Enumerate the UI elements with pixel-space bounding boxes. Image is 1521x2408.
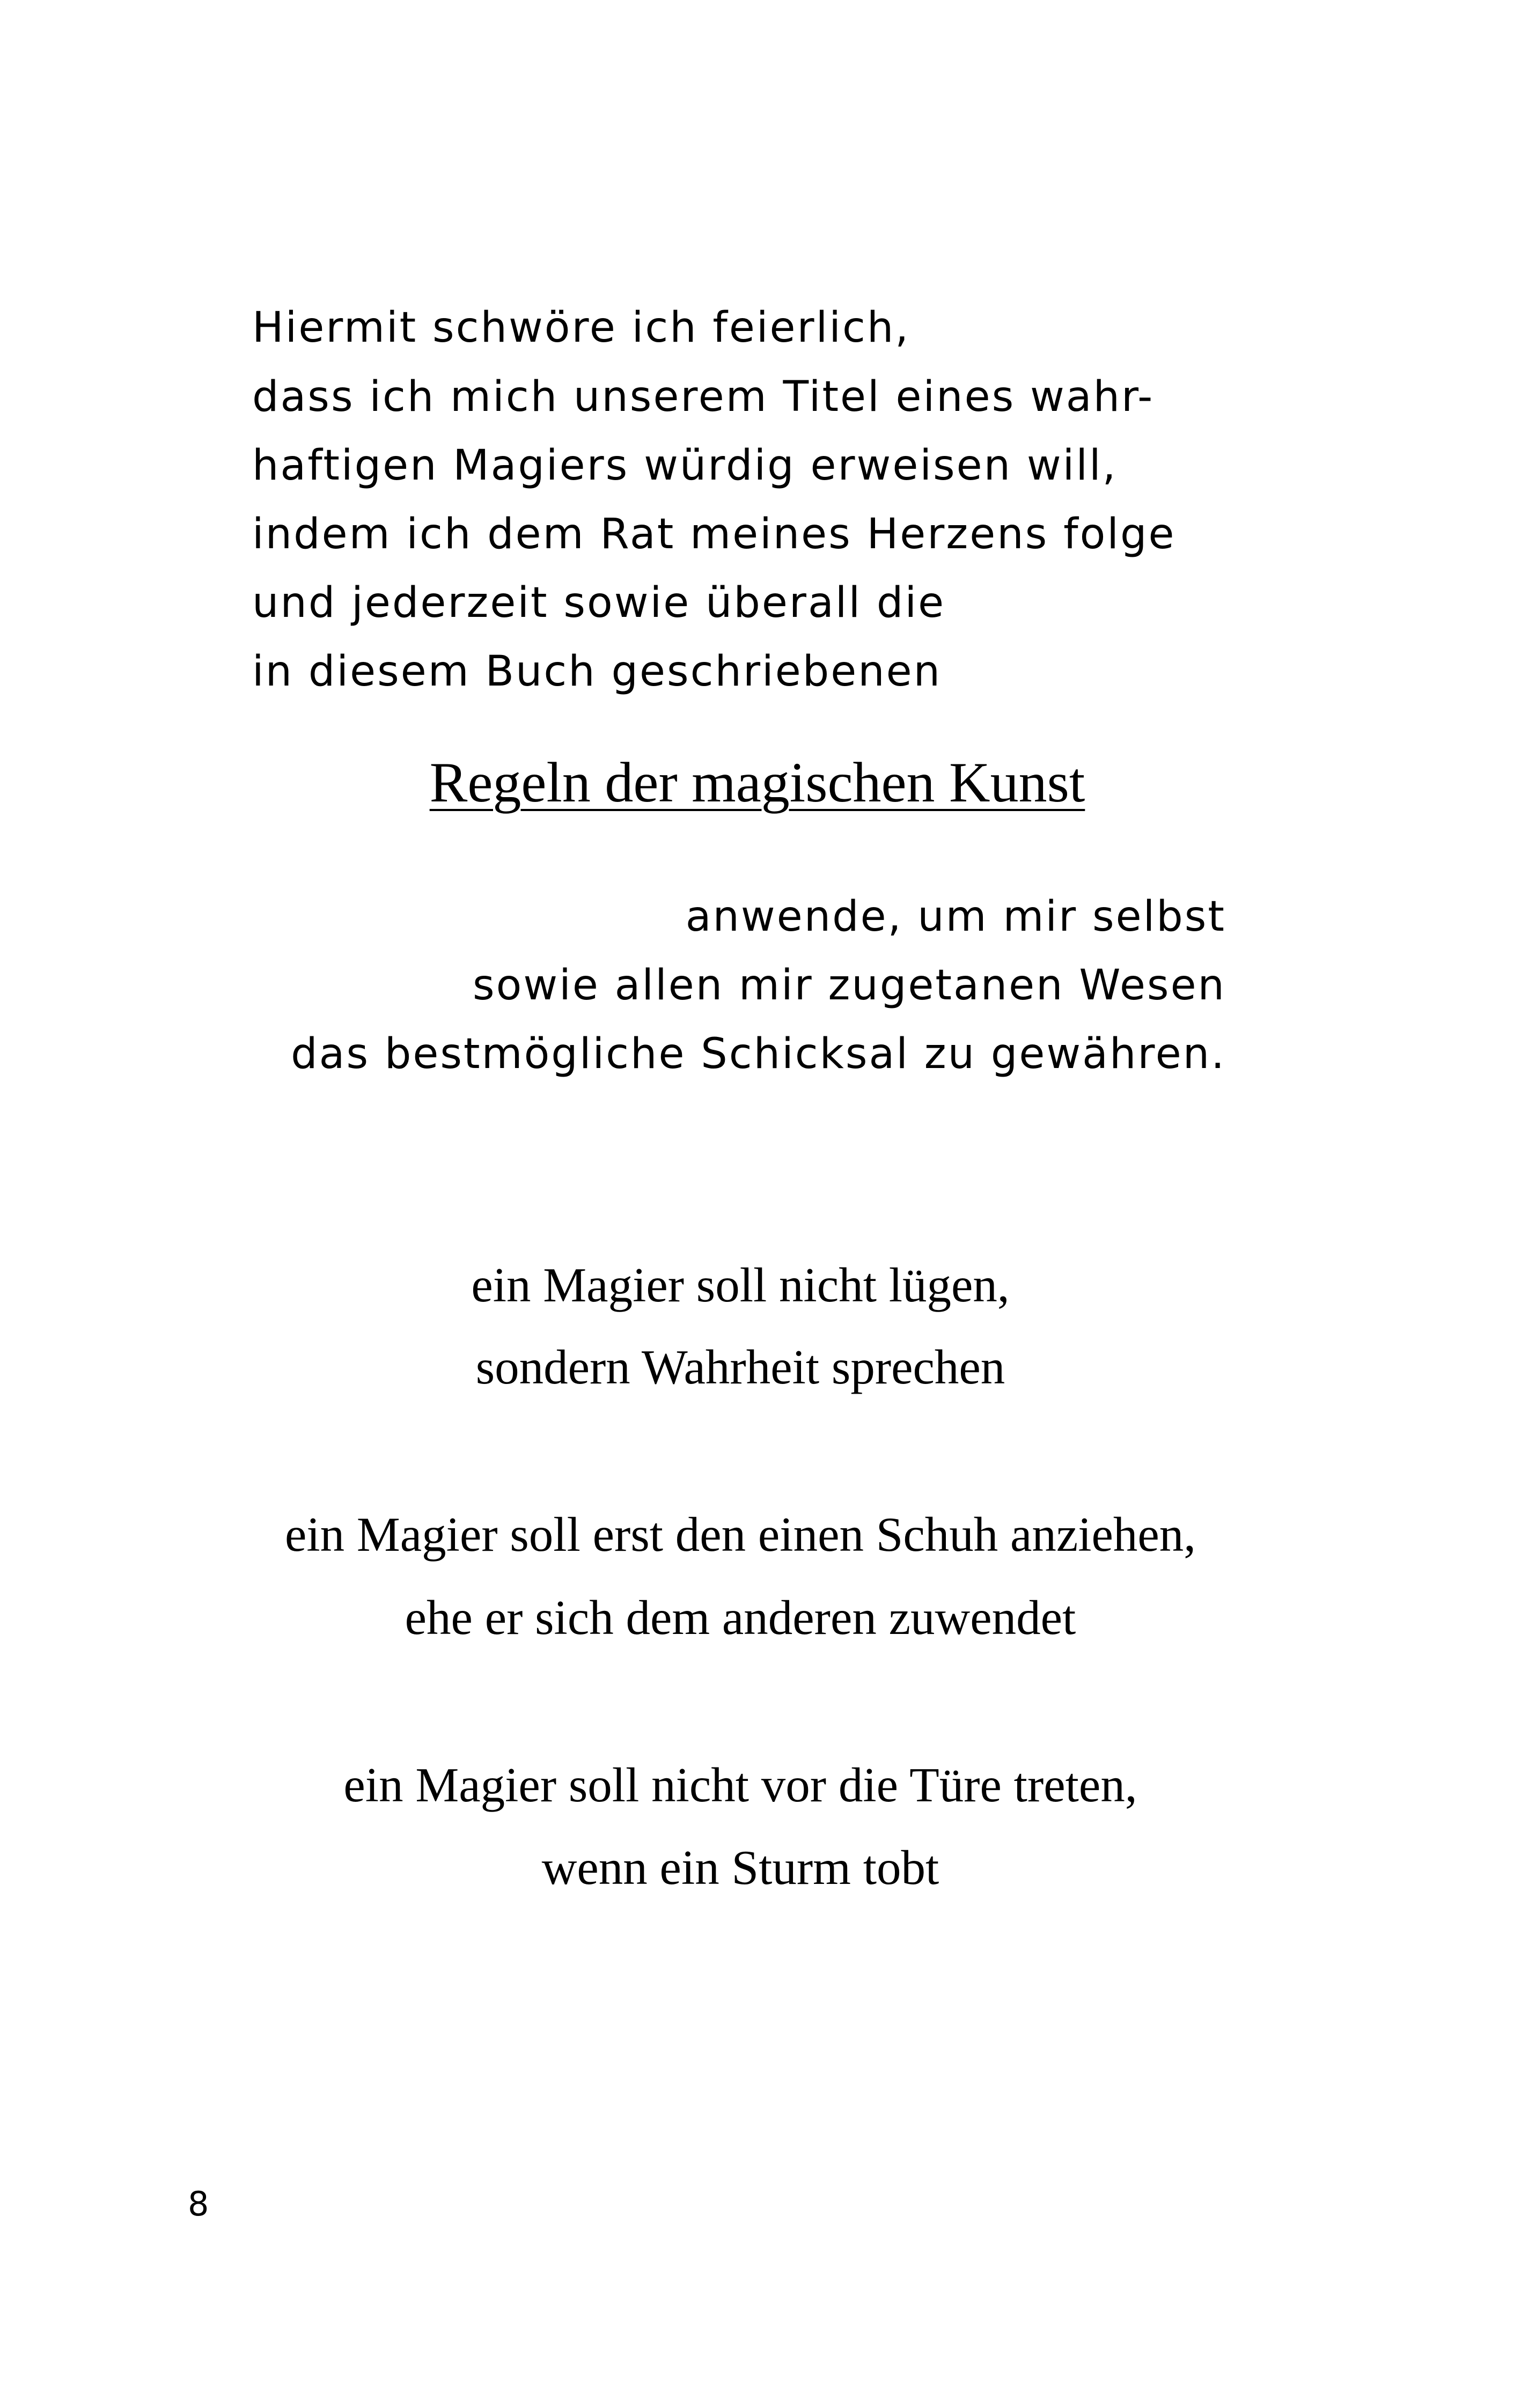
section-heading xyxy=(0,751,1521,814)
page-number: 8 xyxy=(188,2184,209,2223)
oath-line: indem ich dem Rat meines Herzens folge xyxy=(252,510,1176,558)
oath-line: haftigen Magiers würdig erweisen will, xyxy=(252,441,1118,490)
oath-line: Hiermit schwöre ich feierlich, xyxy=(252,304,910,352)
heading-text: Regeln der magischen Kunst xyxy=(429,751,1085,814)
oath-line: und jederzeit sowie überall die xyxy=(252,579,946,627)
rule-line: ehe er sich dem anderen zuwendet xyxy=(405,1590,1076,1645)
rule-line: ein Magier soll nicht lügen, xyxy=(471,1258,1010,1312)
rule-line: ein Magier soll nicht vor die Türe treten, xyxy=(343,1758,1137,1812)
rule-line: ein Magier soll erst den einen Schuh anziehen, xyxy=(284,1507,1196,1562)
rule-line: wenn ein Sturm tobt xyxy=(541,1840,939,1895)
closing-line: sowie allen mir zugetanen Wesen xyxy=(473,961,1226,1010)
closing-line: anwende, um mir selbst xyxy=(685,893,1226,941)
closing-line: das bestmögliche Schicksal zu gewähren. xyxy=(291,1030,1226,1078)
oath-line: in diesem Buch geschriebenen xyxy=(252,647,942,696)
oath-line: dass ich mich unserem Titel eines wahr- xyxy=(252,373,1155,421)
rule-line: sondern Wahrheit sprechen xyxy=(475,1340,1005,1394)
